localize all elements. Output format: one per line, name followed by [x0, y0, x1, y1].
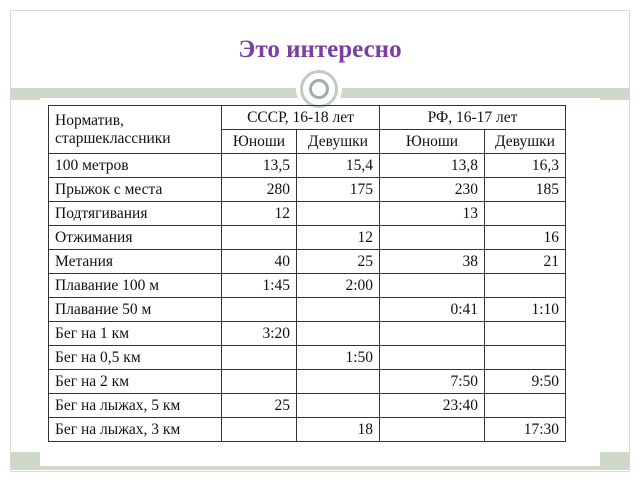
subheader-boys-rf: Юноши [380, 130, 485, 154]
table-cell: 13,8 [380, 154, 485, 178]
table-row [49, 370, 566, 394]
table-cell: 15,4 [297, 154, 380, 178]
table-cell [380, 346, 485, 370]
table-cell: 280 [222, 178, 297, 202]
table-cell: 12 [222, 202, 297, 226]
table-cell: 40 [222, 250, 297, 274]
table-cell [222, 346, 297, 370]
table-row [49, 298, 566, 322]
table-cell: 25 [297, 250, 380, 274]
table-row [49, 178, 566, 202]
table-row [49, 322, 566, 346]
table-row [49, 154, 566, 178]
header-rf: РФ, 16-17 лет [380, 106, 566, 130]
slide-title: Это интересно [238, 36, 402, 63]
table-cell [297, 394, 380, 418]
table-cell: 12 [297, 226, 380, 250]
row-label: Бег на 2 км [49, 370, 222, 394]
table-cell [297, 322, 380, 346]
table-cell: 1:10 [485, 298, 566, 322]
table-cell: 23:40 [380, 394, 485, 418]
table-row [49, 250, 566, 274]
table-cell: 13,5 [222, 154, 297, 178]
table-row [49, 346, 566, 370]
table-row [49, 394, 566, 418]
header-ussr: СССР, 16-18 лет [222, 106, 380, 130]
table-cell [485, 394, 566, 418]
table-cell: 3:20 [222, 322, 297, 346]
table-cell [485, 202, 566, 226]
table-cell: 230 [380, 178, 485, 202]
table-cell [297, 202, 380, 226]
table-cell [380, 226, 485, 250]
table-cell: 16,3 [485, 154, 566, 178]
table-cell: 9:50 [485, 370, 566, 394]
table-cell: 185 [485, 178, 566, 202]
subheader-girls-ussr: Девушки [297, 130, 380, 154]
ring-ornament-icon [300, 70, 338, 108]
standards-table [48, 105, 566, 442]
table-cell: 2:00 [297, 274, 380, 298]
table-cell [297, 370, 380, 394]
table-cell [297, 298, 380, 322]
table-row [49, 226, 566, 250]
row-label: Метания [49, 250, 222, 274]
table-cell: 13 [380, 202, 485, 226]
table-cell [380, 274, 485, 298]
row-label: Прыжок с места [49, 178, 222, 202]
table-cell: 18 [297, 418, 380, 442]
row-label: Подтягивания [49, 202, 222, 226]
table-cell [222, 298, 297, 322]
row-label: Бег на 1 км [49, 322, 222, 346]
row-label: Бег на 0,5 км [49, 346, 222, 370]
table-cell: 1:50 [297, 346, 380, 370]
table-cell: 38 [380, 250, 485, 274]
table-cell [380, 322, 485, 346]
table-cell: 1:45 [222, 274, 297, 298]
row-label: Бег на лыжах, 5 км [49, 394, 222, 418]
row-label: Плавание 100 м [49, 274, 222, 298]
table-cell [222, 418, 297, 442]
row-label: Плавание 50 м [49, 298, 222, 322]
table-cell [485, 322, 566, 346]
table-cell: 25 [222, 394, 297, 418]
row-label: Бег на лыжах, 3 км [49, 418, 222, 442]
table-cell [222, 370, 297, 394]
table-row [49, 274, 566, 298]
header-standard: Норматив, старшеклассники [49, 106, 222, 154]
table-cell: 16 [485, 226, 566, 250]
table-cell [222, 226, 297, 250]
subheader-boys-ussr: Юноши [222, 130, 297, 154]
subheader-girls-rf: Девушки [485, 130, 566, 154]
table-cell: 21 [485, 250, 566, 274]
table-cell [380, 418, 485, 442]
table-row [49, 418, 566, 442]
table-cell: 0:41 [380, 298, 485, 322]
row-label: Отжимания [49, 226, 222, 250]
table-cell: 17:30 [485, 418, 566, 442]
table-cell: 175 [297, 178, 380, 202]
table-cell: 7:50 [380, 370, 485, 394]
table-header-row [49, 106, 566, 130]
row-label: 100 метров [49, 154, 222, 178]
table-cell [485, 274, 566, 298]
table-cell [485, 346, 566, 370]
table-row [49, 202, 566, 226]
